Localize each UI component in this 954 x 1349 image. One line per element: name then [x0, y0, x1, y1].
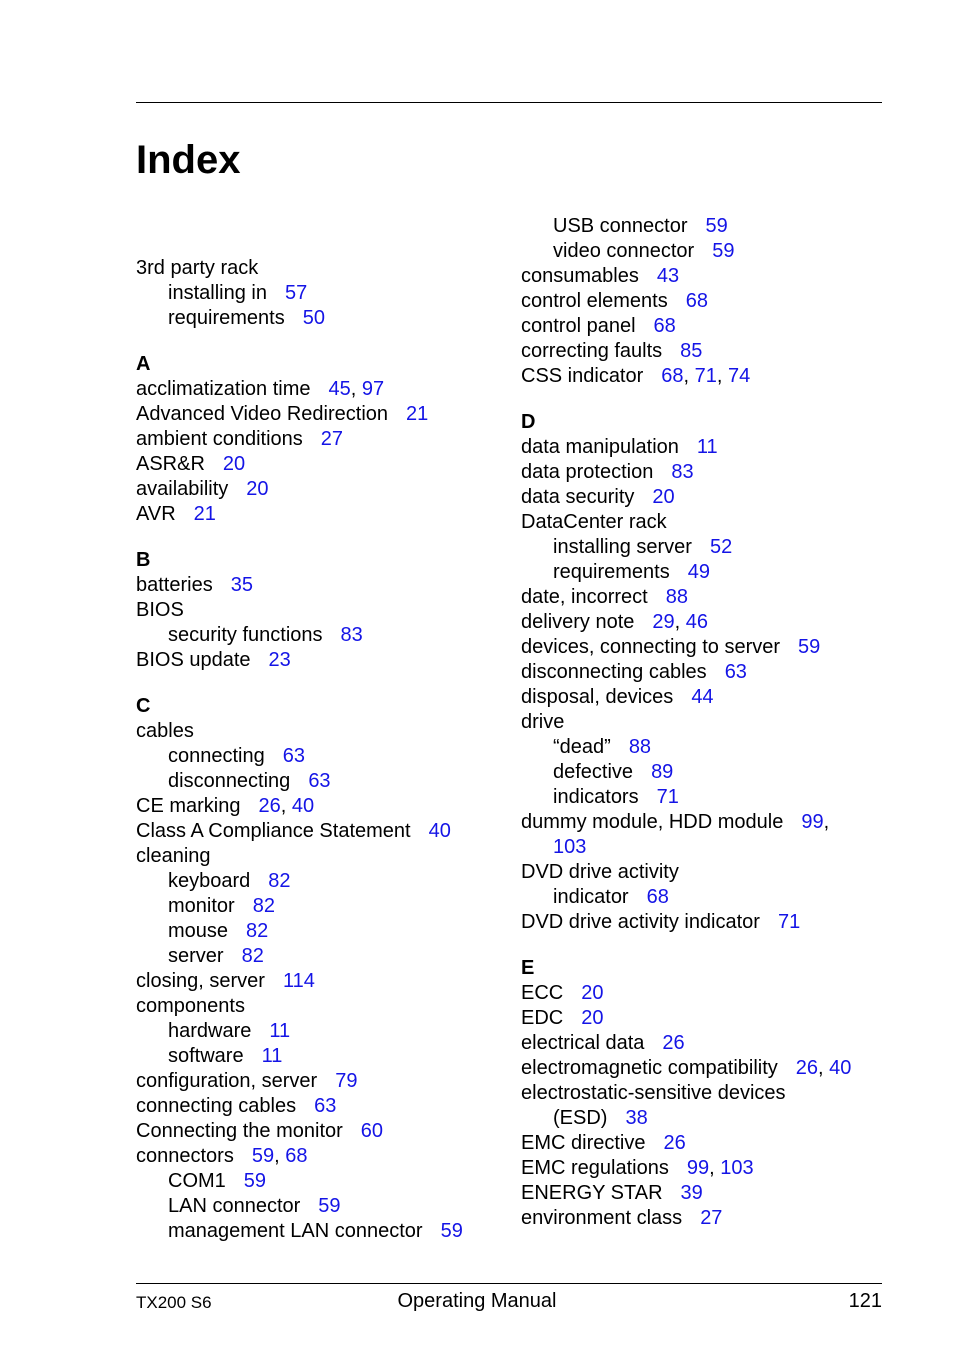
index-entry	[521, 339, 891, 364]
entry-term: availability	[136, 478, 229, 500]
page-link[interactable]: 83	[340, 624, 363, 646]
page-link[interactable]: 11	[269, 1020, 291, 1042]
index-subentry	[521, 785, 891, 810]
entry-term: Class A Compliance Statement	[136, 820, 411, 842]
entry-term: CE marking	[136, 795, 241, 817]
page-link[interactable]: 35	[230, 574, 253, 596]
page-references: 29, 46	[652, 611, 709, 633]
page-references	[283, 970, 315, 992]
page-link[interactable]: 88	[628, 736, 652, 758]
entry-term: consumables	[521, 265, 639, 287]
page-link[interactable]: 68	[653, 315, 676, 337]
page-references	[321, 428, 343, 450]
page-references	[285, 282, 307, 304]
page-link[interactable]: 11	[696, 436, 718, 458]
page-references	[269, 1020, 290, 1042]
page-references: 45, 97	[328, 378, 385, 400]
page-link[interactable]: 103	[553, 836, 587, 858]
entry-term: EMC directive	[521, 1132, 646, 1154]
page-link[interactable]: 27	[320, 428, 344, 450]
index-entry	[521, 485, 891, 510]
page-link[interactable]: 11	[261, 1045, 283, 1067]
entry-term: server	[168, 945, 224, 967]
index-subentry	[136, 944, 506, 969]
entry-term: connectors	[136, 1145, 234, 1167]
page-references	[441, 1220, 463, 1242]
entry-term: data security	[521, 486, 635, 508]
section-gap	[136, 214, 506, 235]
index-entry	[136, 969, 506, 994]
index-subentry	[521, 535, 891, 560]
entry-term: date, incorrect	[521, 586, 648, 608]
page-references	[778, 911, 800, 933]
entry-term: data manipulation	[521, 436, 679, 458]
index-entry	[521, 1206, 891, 1231]
index-entry	[521, 635, 891, 660]
entry-term: devices, connecting to server	[521, 636, 781, 658]
entry-term: ASR&R	[136, 453, 205, 475]
index-subentry	[136, 744, 506, 769]
page-link[interactable]: 40	[291, 795, 315, 817]
footer-product: TX200 S6	[136, 1293, 212, 1312]
index-subentry	[521, 735, 891, 760]
entry-term: COM1	[168, 1170, 226, 1192]
page-references	[308, 770, 330, 792]
index-subentry	[521, 214, 891, 239]
index-subentry	[136, 306, 506, 331]
index-entry	[136, 427, 506, 452]
index-entry	[521, 981, 891, 1006]
page-link[interactable]: 20	[581, 1007, 604, 1029]
page-link[interactable]: 29	[652, 611, 675, 633]
page-link[interactable]: 79	[335, 1070, 358, 1092]
page-link[interactable]: 40	[428, 820, 451, 842]
page-references	[361, 1120, 383, 1142]
entry-term: keyboard	[168, 870, 251, 892]
entry-term: DataCenter rack	[521, 511, 667, 533]
entry-term: disconnecting cables	[521, 661, 707, 683]
trailing-punctuation: ,	[823, 811, 830, 833]
page-references: 99, 103	[686, 1157, 754, 1179]
index-entry	[136, 1094, 506, 1119]
entry-term: closing, server	[136, 970, 265, 992]
page-references	[253, 895, 275, 917]
index-subentry	[136, 281, 506, 306]
index-entry	[136, 719, 506, 744]
index-entry	[136, 452, 506, 477]
page-link[interactable]: 63	[282, 745, 305, 767]
entry-term: management LAN connector	[168, 1220, 423, 1242]
entry-term: 3rd party rack	[136, 257, 259, 279]
index-entry	[136, 598, 506, 623]
page-references	[710, 536, 732, 558]
page-references	[625, 1107, 647, 1129]
page-references	[283, 745, 305, 767]
entry-term: acclimatization time	[136, 378, 311, 400]
page-link[interactable]: 97	[361, 378, 385, 400]
section-gap	[521, 389, 891, 410]
entry-term: ECC	[521, 982, 564, 1004]
page-references: 26, 40	[258, 795, 315, 817]
page-references	[429, 820, 451, 842]
index-entry	[521, 860, 891, 885]
page-link[interactable]: 59	[705, 215, 728, 237]
index-subentry	[521, 239, 891, 264]
entry-term: security functions	[168, 624, 323, 646]
section-letter: A	[136, 353, 151, 375]
entry-term: BIOS	[136, 599, 184, 621]
page-references	[671, 461, 693, 483]
page-link[interactable]: 27	[700, 1207, 723, 1229]
index-entry	[136, 648, 506, 673]
page-references	[223, 453, 245, 475]
page-link[interactable]: 83	[671, 461, 694, 483]
page-link[interactable]: 68	[646, 886, 669, 908]
section-letter: C	[136, 695, 151, 717]
page-references	[341, 624, 363, 646]
index-entry	[136, 994, 506, 1019]
index-subentry	[136, 1044, 506, 1069]
entry-term: cleaning	[136, 845, 211, 867]
index-entry	[521, 1081, 891, 1106]
index-entry	[521, 1156, 891, 1181]
section-gap	[136, 331, 506, 352]
page-link[interactable]: 50	[302, 307, 325, 329]
page-link[interactable]: 59	[243, 1170, 267, 1192]
page-references	[657, 265, 679, 287]
page-link[interactable]: 68	[661, 365, 684, 387]
index-entry	[521, 810, 891, 835]
entry-term: USB connector	[553, 215, 688, 237]
index-entry	[521, 435, 891, 460]
section-letter: B	[136, 549, 151, 571]
entry-term: dummy module, HDD module	[521, 811, 784, 833]
entry-term: delivery note	[521, 611, 635, 633]
entry-term: installing in	[168, 282, 267, 304]
section-letter: D	[521, 411, 536, 433]
page-link[interactable]: 68	[285, 1145, 308, 1167]
entry-term: disconnecting	[168, 770, 291, 792]
entry-term: mouse	[168, 920, 229, 942]
index-subentry	[136, 894, 506, 919]
entry-term: video connector	[553, 240, 695, 262]
page-link[interactable]: 26	[663, 1132, 686, 1154]
index-column-left	[136, 214, 506, 1244]
page-link[interactable]: 57	[284, 282, 308, 304]
page-link[interactable]: 38	[625, 1107, 648, 1129]
index-entry	[521, 510, 891, 535]
page-link[interactable]: 49	[687, 561, 710, 583]
index-entry	[136, 844, 506, 869]
page-references	[663, 1132, 685, 1154]
page-link[interactable]: 44	[691, 686, 714, 708]
page-references	[725, 661, 747, 683]
page-link[interactable]: 20	[246, 478, 269, 500]
page-link[interactable]: 21	[406, 403, 429, 425]
page-link[interactable]: 23	[268, 649, 291, 671]
page-link[interactable]: 59	[712, 240, 735, 262]
page-references	[686, 290, 708, 312]
entry-term: electrostatic-sensitive devices	[521, 1082, 786, 1104]
entry-term: hardware	[168, 1020, 252, 1042]
entry-term: software	[168, 1045, 244, 1067]
page-link[interactable]: 99	[801, 811, 824, 833]
index-subentry	[136, 1019, 506, 1044]
entry-term: electrical data	[521, 1032, 645, 1054]
page-link[interactable]: 20	[581, 982, 604, 1004]
page-title: Index	[136, 138, 241, 182]
page-link[interactable]: 85	[680, 340, 703, 362]
page-references	[406, 403, 428, 425]
page-link[interactable]: 88	[665, 586, 688, 608]
page-link[interactable]: 39	[680, 1182, 703, 1204]
page-link[interactable]: 63	[314, 1095, 337, 1117]
page-references	[697, 436, 718, 458]
page-references	[666, 586, 688, 608]
page-references	[231, 574, 253, 596]
page-references	[335, 1070, 357, 1092]
page-link[interactable]: 89	[651, 761, 674, 783]
index-entry	[136, 477, 506, 502]
page-link[interactable]: 63	[308, 770, 331, 792]
index-subentry	[136, 769, 506, 794]
page-references	[246, 920, 268, 942]
index-entry	[136, 819, 506, 844]
index-subentry	[521, 760, 891, 785]
page-link[interactable]: 68	[685, 290, 708, 312]
page-link[interactable]: 82	[241, 945, 264, 967]
page-link[interactable]: 59	[798, 636, 821, 658]
page-link[interactable]: 45	[328, 378, 351, 400]
index-entry	[521, 314, 891, 339]
page-references	[706, 215, 728, 237]
index-entry	[136, 573, 506, 598]
page-references	[801, 811, 829, 833]
page-references	[652, 486, 674, 508]
page-references: 26, 40	[795, 1057, 852, 1079]
index-entry	[521, 1031, 891, 1056]
page-link[interactable]: 59	[251, 1145, 275, 1167]
page-link[interactable]: 26	[662, 1032, 685, 1054]
index-entry	[136, 1144, 506, 1169]
page-references: 68, 71, 74	[661, 365, 751, 387]
page-references	[691, 686, 713, 708]
index-entry	[521, 1006, 891, 1031]
page-references	[553, 836, 586, 858]
page-references	[651, 761, 673, 783]
page-link[interactable]: 20	[222, 453, 246, 475]
index-entry	[521, 585, 891, 610]
entry-term: data protection	[521, 461, 654, 483]
page-references	[657, 786, 679, 808]
page-references	[700, 1207, 722, 1229]
index-entry	[521, 1131, 891, 1156]
entry-term: disposal, devices	[521, 686, 674, 708]
entry-term: Advanced Video Redirection	[136, 403, 389, 425]
entry-term: LAN connector	[168, 1195, 301, 1217]
page-link[interactable]: 46	[685, 611, 709, 633]
page-references	[244, 1170, 266, 1192]
page-link[interactable]: 26	[258, 795, 281, 817]
page-link[interactable]: 59	[440, 1220, 463, 1242]
page-link[interactable]: 103	[720, 1157, 754, 1179]
index-subentry	[136, 919, 506, 944]
page-references	[242, 945, 264, 967]
page-references	[688, 561, 710, 583]
entry-term: electromagnetic compatibility	[521, 1057, 778, 1079]
page-references	[654, 315, 676, 337]
page-link[interactable]: 52	[709, 536, 733, 558]
entry-term: ambient conditions	[136, 428, 303, 450]
entry-term: defective	[553, 761, 634, 783]
index-entry	[521, 264, 891, 289]
page-link[interactable]: 82	[252, 895, 275, 917]
page-link[interactable]: 114	[282, 970, 315, 992]
page-references	[268, 870, 290, 892]
entry-term: requirements	[168, 307, 285, 329]
entry-term: DVD drive activity	[521, 861, 679, 883]
page-link[interactable]: 59	[318, 1195, 341, 1217]
page-link[interactable]: 74	[728, 365, 751, 387]
section-gap	[136, 235, 506, 256]
page-references	[314, 1095, 336, 1117]
index-subentry	[136, 869, 506, 894]
page-link[interactable]: 63	[724, 661, 747, 683]
index-column-right	[521, 214, 891, 1231]
bottom-rule	[136, 1283, 882, 1284]
top-rule	[136, 102, 882, 103]
index-subentry	[136, 1194, 506, 1219]
page-references	[303, 307, 325, 329]
index-entry	[136, 402, 506, 427]
index-entry	[136, 502, 506, 527]
page-link[interactable]: 99	[686, 1157, 710, 1179]
page-references	[647, 886, 669, 908]
entry-term: drive	[521, 711, 565, 733]
entry-term: connecting cables	[136, 1095, 297, 1117]
page-link[interactable]: 82	[246, 920, 269, 942]
page-references	[681, 1182, 703, 1204]
page-link[interactable]: 21	[193, 503, 216, 525]
page-link[interactable]: 26	[795, 1057, 819, 1079]
index-subentry	[136, 623, 506, 648]
entry-term: ENERGY STAR	[521, 1182, 663, 1204]
page-link[interactable]: 71	[656, 786, 679, 808]
page-references	[712, 240, 734, 262]
index-subentry	[521, 560, 891, 585]
index-entry	[521, 910, 891, 935]
index-entry	[521, 1181, 891, 1206]
index-subentry	[521, 1106, 891, 1131]
entry-term: indicator	[553, 886, 629, 908]
entry-term: control elements	[521, 290, 668, 312]
index-entry	[521, 289, 891, 314]
entry-term: EDC	[521, 1007, 564, 1029]
page-references	[581, 1007, 603, 1029]
entry-term: CSS indicator	[521, 365, 644, 387]
entry-term: monitor	[168, 895, 235, 917]
index-entry	[136, 377, 506, 402]
page-references	[662, 1032, 684, 1054]
entry-term: environment class	[521, 1207, 683, 1229]
entry-term: control panel	[521, 315, 636, 337]
page-references	[629, 736, 651, 758]
index-entry	[521, 1056, 891, 1081]
page-references	[194, 503, 216, 525]
page-link[interactable]: 82	[268, 870, 291, 892]
page-link[interactable]: 71	[694, 365, 717, 387]
section-gap	[521, 935, 891, 956]
index-subentry	[136, 1219, 506, 1244]
index-subentry	[521, 835, 891, 860]
entry-term: installing server	[553, 536, 692, 558]
footer-page-number: 121	[848, 1290, 882, 1312]
entry-term: EMC regulations	[521, 1157, 669, 1179]
entry-term: components	[136, 995, 245, 1017]
page-link[interactable]: 60	[360, 1120, 384, 1142]
page-references	[798, 636, 820, 658]
index-entry	[136, 1119, 506, 1144]
entry-term: indicators	[553, 786, 639, 808]
page-references	[318, 1195, 340, 1217]
page-link[interactable]: 40	[829, 1057, 852, 1079]
page-link[interactable]: 43	[656, 265, 680, 287]
index-subentry	[521, 885, 891, 910]
page-references	[581, 982, 603, 1004]
index-entry	[136, 1069, 506, 1094]
entry-term: (ESD)	[553, 1107, 608, 1129]
page-references	[680, 340, 702, 362]
entry-term: correcting faults	[521, 340, 663, 362]
entry-term: configuration, server	[136, 1070, 318, 1092]
page-link[interactable]: 20	[652, 486, 675, 508]
entry-term: “dead”	[553, 736, 611, 758]
page-references	[269, 649, 291, 671]
entry-term: Connecting the monitor	[136, 1120, 343, 1142]
index-subentry	[136, 1169, 506, 1194]
entry-term: cables	[136, 720, 194, 742]
page-references	[262, 1045, 283, 1067]
entry-term: BIOS update	[136, 649, 251, 671]
section-gap	[136, 527, 506, 548]
index-entry	[136, 256, 506, 281]
footer-manual-title: Operating Manual	[397, 1290, 557, 1312]
index-entry	[521, 685, 891, 710]
entry-term: DVD drive activity indicator	[521, 911, 760, 933]
index-entry	[521, 660, 891, 685]
entry-term: batteries	[136, 574, 213, 596]
index-entry	[136, 794, 506, 819]
section-letter: E	[521, 957, 535, 979]
entry-term: requirements	[553, 561, 670, 583]
page-references	[246, 478, 268, 500]
page-references: 59, 68	[251, 1145, 308, 1167]
entry-term: AVR	[136, 503, 176, 525]
entry-term: connecting	[168, 745, 265, 767]
index-entry	[521, 364, 891, 389]
index-entry	[521, 610, 891, 635]
index-entry	[521, 460, 891, 485]
section-gap	[136, 673, 506, 694]
index-entry	[521, 710, 891, 735]
page-link[interactable]: 71	[777, 911, 801, 933]
